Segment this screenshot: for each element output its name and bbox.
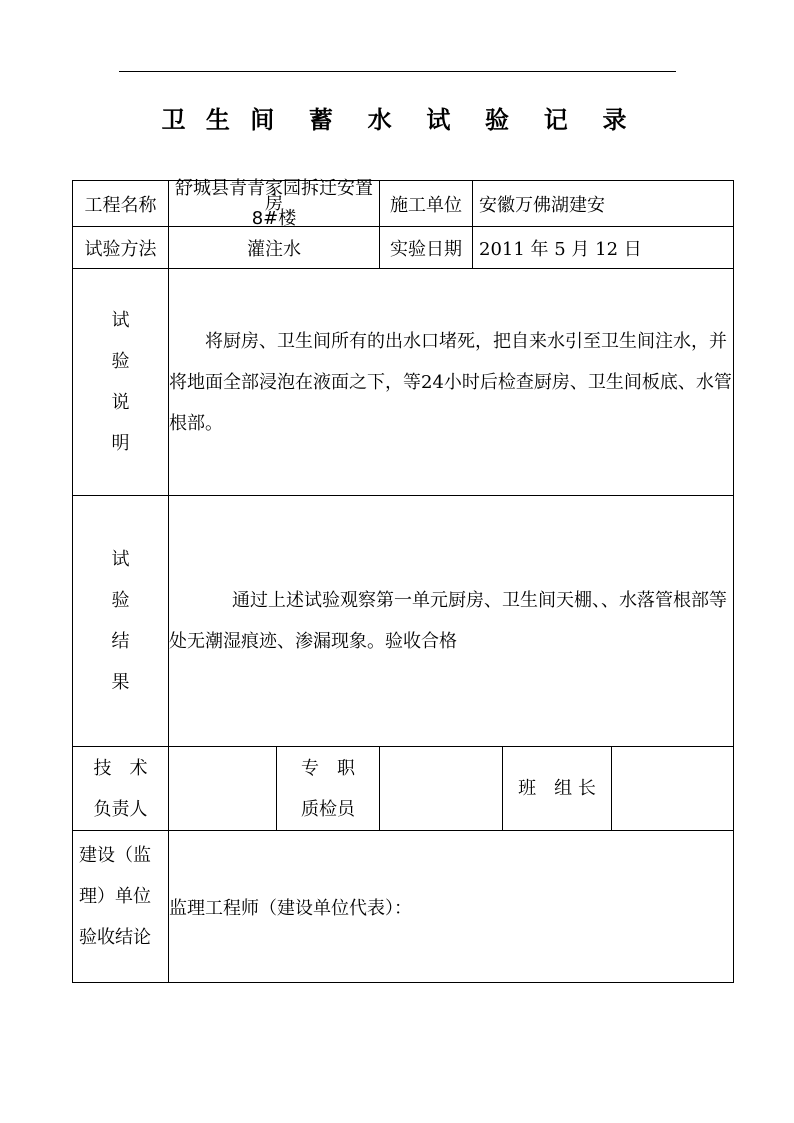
header-rule (119, 71, 676, 72)
row-result (73, 496, 734, 747)
description-label-char: 验 (111, 351, 130, 372)
tech-lead-signature (169, 747, 277, 831)
page-title: 卫 生 间 蓄 水 试 验 记 录 (161, 105, 633, 134)
team-leader-label (503, 747, 612, 831)
conclusion-label-line: 验收结论 (79, 927, 151, 948)
project-value-line1: 舒城县青青家园拆迁安置房 (175, 178, 373, 214)
qc-inspector-label-line2: 质检员 (301, 798, 355, 820)
description-label-char: 试 (111, 310, 130, 331)
row-method (73, 227, 734, 269)
result-label (73, 496, 169, 747)
method-label: 试验方法 (73, 227, 169, 269)
result-label-char: 验 (111, 590, 130, 611)
contractor-label: 施工单位 (380, 181, 473, 227)
tech-lead-label-line2: 负责人 (93, 798, 148, 820)
supervisor-signature-line: 监理工程师（建设单位代表）： (169, 831, 734, 983)
row-project (73, 181, 734, 227)
date-label: 实验日期 (380, 227, 473, 269)
result-text: 通过上述试验观察第一单元厨房、卫生间天棚、、水落管根部等处无潮湿痕迹、渗漏现象。验收合格 (169, 496, 734, 747)
team-leader-label-line: 班 组 长 (518, 778, 596, 799)
date-value: 2011 年 5 月 12 日 (473, 227, 734, 269)
qc-inspector-label (277, 747, 380, 831)
description-label-char: 明 (111, 433, 130, 454)
description-label-char: 说 (111, 392, 130, 413)
conclusion-label-line: 理）单位 (79, 886, 151, 907)
team-leader-signature (612, 747, 734, 831)
project-value (169, 178, 380, 229)
description-text: 将厨房、卫生间所有的出水口堵死，把自来水引至卫生间注水，并将地面全部浸泡在液面之下，等24小时后检查厨房、卫生间板底、水管根部。 (169, 269, 734, 496)
result-label-char: 试 (111, 549, 130, 570)
record-table (72, 180, 734, 983)
description-label (73, 269, 169, 496)
row-signatures (73, 747, 734, 831)
project-label: 工程名称 (73, 181, 169, 227)
tech-lead-label-line1: 技 术 (93, 757, 148, 779)
qc-inspector-signature (380, 747, 503, 831)
conclusion-label-line: 建设（监 (79, 845, 151, 866)
project-value-line2: 8#楼 (251, 208, 297, 229)
result-label-char: 结 (111, 631, 130, 652)
row-conclusion (73, 831, 734, 983)
contractor-value: 安徽万佛湖建安 (473, 181, 734, 227)
tech-lead-label (73, 747, 169, 831)
method-value: 灌注水 (169, 227, 380, 269)
row-description (73, 269, 734, 496)
result-label-char: 果 (111, 672, 130, 693)
qc-inspector-label-line1: 专 职 (301, 757, 355, 779)
conclusion-label (73, 831, 169, 983)
